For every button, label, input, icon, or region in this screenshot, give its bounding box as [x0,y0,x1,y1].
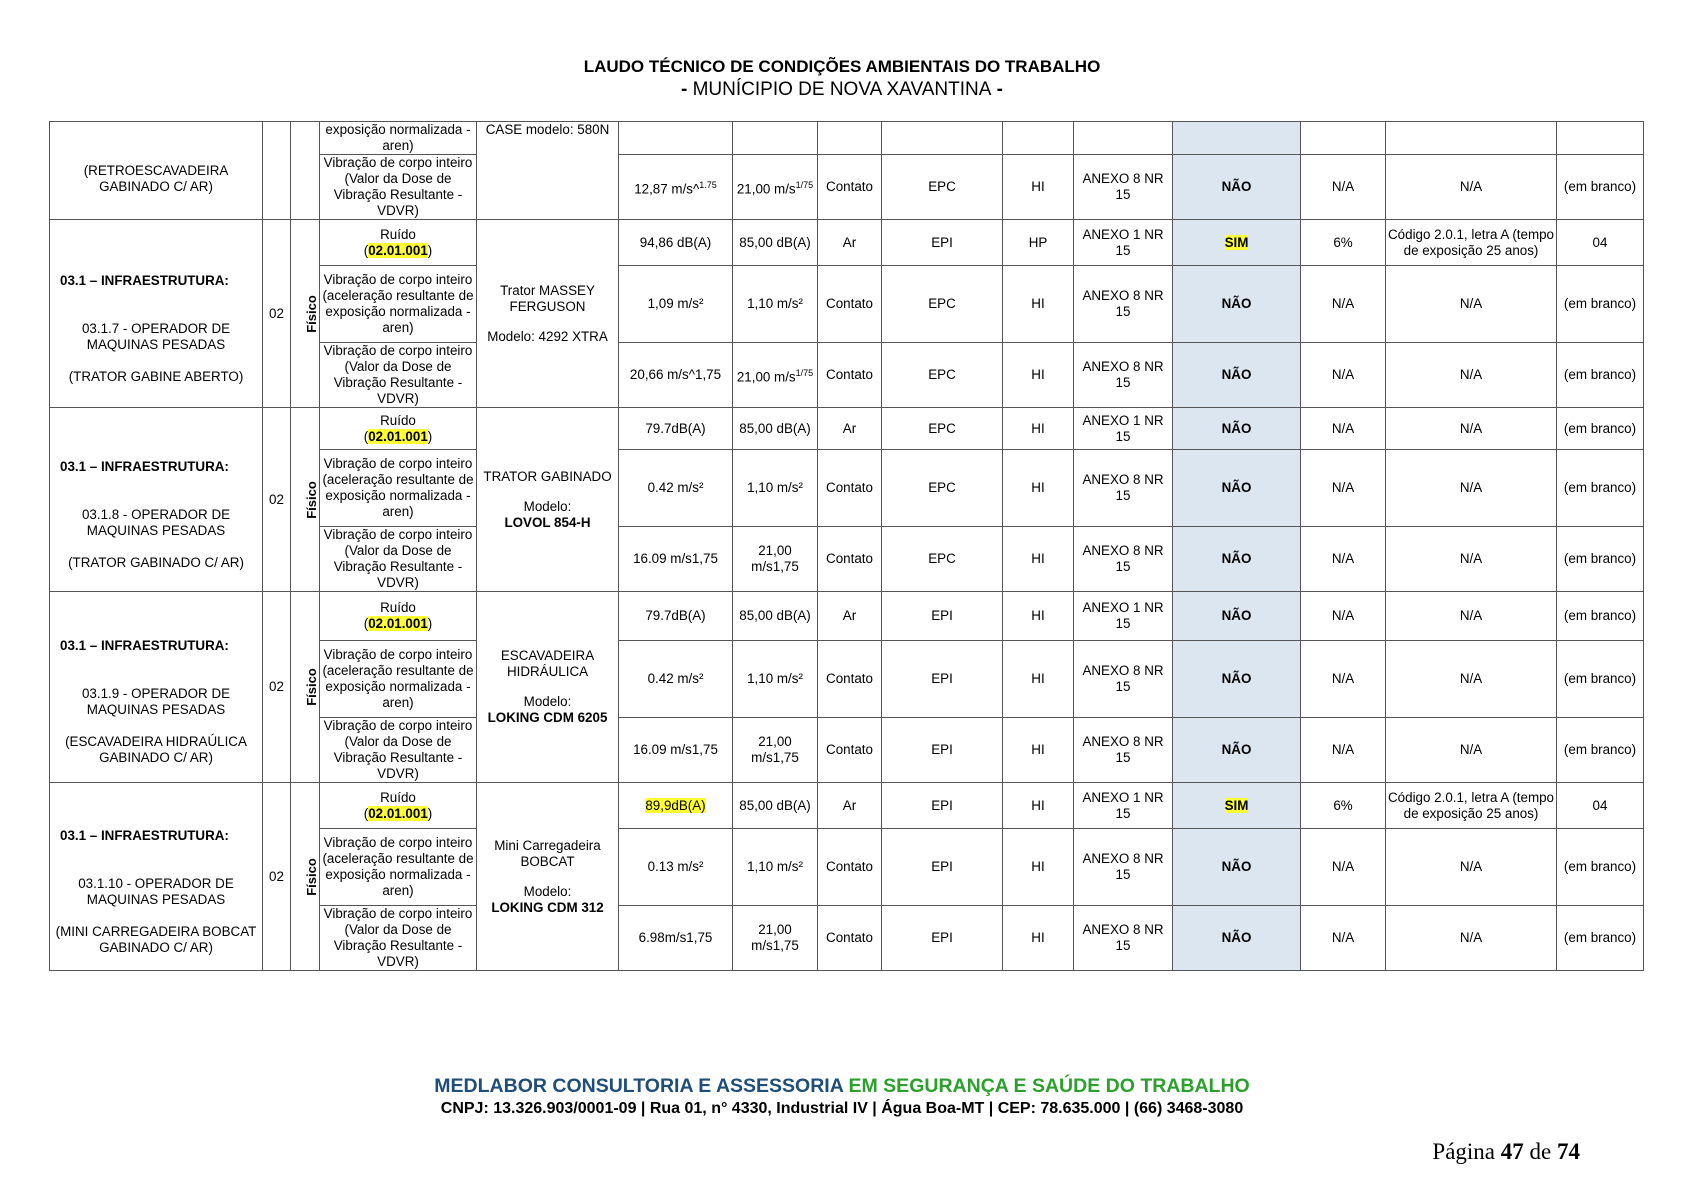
measured-cell: 20,66 m/s^1,75 [619,343,733,408]
retirement-cell: N/A [1386,527,1557,592]
equipment-model: LOKING CDM 312 [491,899,604,915]
limit-exponent: 1/75 [795,367,814,378]
qty-cell: 02 [263,408,291,592]
insalubrity-value: NÃO [1221,480,1252,495]
page-number: Página 47 de 74 [1432,1139,1580,1164]
insalubrity-value: SIM [1224,797,1249,813]
limit-cell: 1,10 m/s² [733,829,818,906]
protection-cell: EPC [882,155,1003,220]
protection-cell: EPC [882,408,1003,450]
measured-cell: 0.42 m/s² [619,641,733,718]
function-cell: (RETROESCAVADEIRA GABINADO C/ AR) [50,122,263,220]
via-cell: Contato [818,718,882,783]
annex-cell: ANEXO 8 NR 15 [1074,641,1173,718]
insalubrity-value: NÃO [1221,420,1252,436]
insalubrity-cell [1173,527,1301,592]
protection-cell: EPC [882,450,1003,527]
agent-cell: Vibração de corpo inteiro (Valor da Dose de Vibração Resultante - VDVR) [320,343,477,408]
limit-cell: 21,00 m/s1,75 [733,718,818,783]
agent-name: Ruído [380,600,416,615]
protection-cell: EPC [882,343,1003,408]
degree-cell: N/A [1301,155,1386,220]
insalubrity-value: NÃO [1221,367,1252,382]
hx-cell: HI [1003,829,1074,906]
code-highlight: 02.01.001 [368,805,428,821]
blank-cell: 04 [1557,220,1644,266]
qty-cell: 02 [263,592,291,783]
subtitle-suffix: - [991,79,1003,100]
insalubrity-value: NÃO [1221,296,1252,311]
retirement-cell: Código 2.0.1, letra A (tempo de exposição 25 anos) [1386,220,1557,266]
function-role: 03.1.8 - OPERADOR DE MAQUINAS PESADAS [81,506,231,538]
annex-cell: ANEXO 8 NR 15 [1074,155,1173,220]
agent-cell: Vibração de corpo inteiro (aceleração resultante de exposição normalizada - aren) [320,266,477,343]
table-row [50,122,1644,155]
insalubrity-cell [1173,718,1301,783]
degree-cell: N/A [1301,408,1386,450]
agent-cell: exposição normalizada - aren) [320,122,477,155]
blank-cell: (em branco) [1557,718,1644,783]
retirement-cell: N/A [1386,408,1557,450]
degree-cell: N/A [1301,829,1386,906]
code-highlight: 02.01.001 [368,242,428,258]
annex-cell: ANEXO 1 NR 15 [1074,783,1173,829]
measured-cell: 79.7dB(A) [619,592,733,641]
spacer [52,908,260,924]
insalubrity-cell [1173,592,1301,641]
annex-cell: ANEXO 8 NR 15 [1074,718,1173,783]
function-detail: (TRATOR GABINADO C/ AR) [68,554,244,570]
table-row [50,783,1644,829]
insalubrity-value: NÃO [1221,551,1252,566]
insalubrity-cell [1173,343,1301,408]
insalubrity-cell [1173,266,1301,343]
footer-company [0,1075,1684,1098]
degree-cell: 6% [1301,783,1386,829]
annex-cell: ANEXO 8 NR 15 [1074,343,1173,408]
blank-cell: (em branco) [1557,641,1644,718]
code-highlight: 02.01.001 [368,616,428,631]
agent-cell [320,592,477,641]
insalubrity-cell: NÃO [1173,155,1301,220]
blank-cell: 04 [1557,783,1644,829]
protection-cell: EPI [882,906,1003,971]
spacer [52,475,260,507]
degree-cell: N/A [1301,718,1386,783]
spacer [52,844,260,876]
via-cell: Contato [818,155,882,220]
equipment-line: Modelo: 4292 XTRA [487,328,608,344]
type-label: Físico [303,294,319,333]
agent-cell: Vibração de corpo inteiro (aceleração resultante de exposição normalizada - aren) [320,450,477,527]
hx-cell: HP [1003,220,1074,266]
retirement-cell: N/A [1386,829,1557,906]
agent-cell: Vibração de corpo inteiro (Valor da Dose de Vibração Resultante - VDVR) [320,527,477,592]
equipment-line: Modelo: [523,883,572,899]
measured-cell: 6.98m/s1,75 [619,906,733,971]
limit-cell: 1,10 m/s² [733,450,818,527]
spacer [52,718,260,734]
agent-code: (02.01.001) [363,616,433,631]
degree-cell: N/A [1301,592,1386,641]
degree-cell: N/A [1301,906,1386,971]
equipment-model: LOVOL 854-H [504,514,591,530]
section-title: 03.1 – INFRAESTRUTURA: [60,458,229,474]
company-tagline: EM SEGURANÇA E SAÚDE DO TRABALHO [843,1075,1250,1097]
retirement-cell: N/A [1386,906,1557,971]
agent-code: (02.01.001) [363,242,433,258]
agent-cell [320,220,477,266]
table-row [50,220,1644,266]
via-cell: Contato [818,450,882,527]
limit-cell: 21,00 $m/s^{1/75}$ [733,155,818,220]
agent-code: (02.01.001) [363,428,433,444]
table-row [50,592,1644,641]
measured-cell: 0.42 m/s² [619,450,733,527]
agent-cell [320,408,477,450]
via-cell: Ar [818,408,882,450]
measured-highlight: 89,9dB(A) [645,797,706,813]
subtitle-text: MUNÍCIPIO DE NOVA XAVANTINA [692,79,992,100]
measured-cell: 1,09 m/s² [619,266,733,343]
subtitle-prefix: - [681,79,693,100]
blank-cell: (em branco) [1557,155,1644,220]
agent-cell: Vibração de corpo inteiro (aceleração resultante de exposição normalizada - aren) [320,641,477,718]
retirement-cell: N/A [1386,155,1557,220]
limit-cell: 21,00 m/s1,75 [733,906,818,971]
blank-cell: (em branco) [1557,829,1644,906]
measured-cell [619,783,733,829]
insalubrity-cell [1173,641,1301,718]
agent-code: (02.01.001) [363,805,433,821]
hx-cell: HI [1003,906,1074,971]
retirement-cell: N/A [1386,641,1557,718]
function-detail: (TRATOR GABINE ABERTO) [68,368,244,384]
insalubrity-cell [1173,408,1301,450]
protection-cell: EPI [882,718,1003,783]
equipment-cell [477,783,619,971]
equipment-line: TRATOR GABINADO [483,468,612,484]
measured-cell: 94,86 dB(A) [619,220,733,266]
insalubrity-value: NÃO [1221,742,1252,757]
hx-cell: HI [1003,343,1074,408]
annex-cell: ANEXO 1 NR 15 [1074,220,1173,266]
degree-cell: 6% [1301,220,1386,266]
function-cell [50,220,263,408]
via-cell: Contato [818,527,882,592]
agent-name: Ruído [380,789,416,805]
retirement-cell: N/A [1386,718,1557,783]
equipment-line: Mini Carregadeira BOBCAT [494,837,601,869]
limit-cell: 85,00 dB(A) [733,592,818,641]
function-role: 03.1.7 - OPERADOR DE MAQUINAS PESADAS [81,320,231,352]
section-title: 03.1 – INFRAESTRUTURA: [60,272,229,288]
via-cell: Contato [818,906,882,971]
protection-cell: EPI [882,829,1003,906]
hx-cell: HI [1003,641,1074,718]
footer-address: CNPJ: 13.326.903/0001-09 | Rua 01, n° 4330, Industrial IV | Água Boa-MT | CEP: 78.635.000 | (66) 3468-3080 [440,1100,1244,1117]
function-detail: (ESCAVADEIRA HIDRAÚLICA GABINADO C/ AR) [65,734,247,765]
agent-cell: Vibração de corpo inteiro (Valor da Dose de Vibração Resultante - VDVR) [320,906,477,971]
measured-cell: 0.13 m/s² [619,829,733,906]
blank-cell: (em branco) [1557,450,1644,527]
via-cell: Ar [818,783,882,829]
hx-cell: HI [1003,155,1074,220]
limit-cell [733,343,818,408]
function-cell [50,408,263,592]
type-cell [291,408,320,592]
table-row [50,408,1644,450]
measured-cell: 16.09 m/s1,75 [619,527,733,592]
blank-cell: (em branco) [1557,527,1644,592]
degree-cell: N/A [1301,343,1386,408]
degree-cell: N/A [1301,266,1386,343]
degree-cell: N/A [1301,450,1386,527]
via-cell: Contato [818,641,882,718]
equipment-line: Trator MASSEY FERGUSON [500,282,595,314]
protection-cell: EPI [882,220,1003,266]
blank-cell: (em branco) [1557,906,1644,971]
agent-cell: Vibração de corpo inteiro (aceleração resultante de exposição normalizada - aren) [320,829,477,906]
retirement-cell: N/A [1386,450,1557,527]
type-cell [291,783,320,971]
degree-cell: N/A [1301,527,1386,592]
code-highlight: 02.01.001 [368,428,428,444]
hx-cell: HI [1003,527,1074,592]
equipment-line: ESCAVADEIRA HIDRÁULICA [500,648,595,679]
protection-cell: EPC [882,266,1003,343]
insalubrity-cell [1173,450,1301,527]
protection-cell: EPI [882,592,1003,641]
blank-cell: (em branco) [1557,592,1644,641]
insalubrity-cell [1173,829,1301,906]
limit-cell: 85,00 dB(A) [733,220,818,266]
blank-cell: (em branco) [1557,408,1644,450]
equipment-cell [477,220,619,408]
retirement-cell: N/A [1386,343,1557,408]
annex-cell: ANEXO 1 NR 15 [1074,408,1173,450]
company-name: MEDLABOR CONSULTORIA E ASSESSORIA [434,1075,844,1097]
equipment-cell: CASE modelo: 580N [477,122,619,220]
section-title: 03.1 – INFRAESTRUTURA: [60,827,229,843]
hx-cell: HI [1003,783,1074,829]
retirement-cell: N/A [1386,592,1557,641]
insalubrity-cell [1173,906,1301,971]
agent-cell [320,783,477,829]
spacer [52,289,260,321]
retirement-cell: N/A [1386,266,1557,343]
limit-cell: 85,00 dB(A) [733,783,818,829]
annex-cell: ANEXO 8 NR 15 [1074,266,1173,343]
annex-cell: ANEXO 1 NR 15 [1074,592,1173,641]
insalubrity-value: SIM [1224,234,1249,250]
limit-value: 21,00 m/s [736,369,796,385]
via-cell: Ar [818,220,882,266]
function-role: 03.1.9 - OPERADOR DE MAQUINAS PESADAS [81,686,231,717]
via-cell: Contato [818,829,882,906]
limit-cell: 1,10 m/s² [733,266,818,343]
annex-cell: ANEXO 8 NR 15 [1074,450,1173,527]
function-cell [50,783,263,971]
type-cell [291,592,320,783]
spacer [52,353,260,369]
annex-cell: ANEXO 8 NR 15 [1074,527,1173,592]
risk-table [49,121,1644,971]
degree-cell: N/A [1301,641,1386,718]
limit-cell: 21,00 m/s1,75 [733,527,818,592]
insalubrity-cell [1173,783,1301,829]
insalubrity-cell [1173,220,1301,266]
type-cell [291,220,320,408]
equipment-line: Modelo: [523,694,572,709]
type-label: Físico [303,480,319,519]
insalubrity-value: NÃO [1221,930,1252,945]
hx-cell: HI [1003,408,1074,450]
measured-cell: 16.09 m/s1,75 [619,718,733,783]
function-detail: (MINI CARREGADEIRA BOBCAT GABINADO C/ AR) [55,923,257,955]
section-title: 03.1 – INFRAESTRUTURA: [60,638,229,653]
equipment-model: LOKING CDM 6205 [487,710,608,725]
insalubrity-value: NÃO [1221,671,1252,686]
hx-cell: HI [1003,450,1074,527]
hx-cell: HI [1003,266,1074,343]
hx-cell: HI [1003,592,1074,641]
agent-cell: Vibração de corpo inteiro (Valor da Dose de Vibração Resultante - VDVR) [320,155,477,220]
qty-cell: 02 [263,783,291,971]
annex-cell: ANEXO 8 NR 15 [1074,906,1173,971]
qty-cell [263,122,291,220]
blank-cell: (em branco) [1557,266,1644,343]
document-title: LAUDO TÉCNICO DE CONDIÇÕES AMBIENTAIS DO TRABALHO [583,57,1101,76]
equipment-line: Modelo: [523,498,572,514]
type-label: Físico [303,857,319,896]
equipment-cell [477,592,619,783]
agent-name: Ruído [380,412,416,428]
document-subtitle [0,79,1684,101]
function-cell [50,592,263,783]
spacer [52,539,260,555]
measured-cell: 79.7dB(A) [619,408,733,450]
limit-cell: 1,10 m/s² [733,641,818,718]
type-cell [291,122,320,220]
type-label: Físico [303,668,319,706]
protection-cell: EPC [882,527,1003,592]
via-cell: Contato [818,343,882,408]
hx-cell: HI [1003,718,1074,783]
protection-cell: EPI [882,783,1003,829]
retirement-cell: Código 2.0.1, letra A (tempo de exposição 25 anos) [1386,783,1557,829]
blank-cell: (em branco) [1557,343,1644,408]
agent-name: Ruído [380,226,416,242]
protection-cell: EPI [882,641,1003,718]
spacer [52,654,260,686]
equipment-cell [477,408,619,592]
qty-cell: 02 [263,220,291,408]
measured-cell: 12,87 m/s^$^{1.75}$ [619,155,733,220]
via-cell: Contato [818,266,882,343]
via-cell: Ar [818,592,882,641]
agent-cell: Vibração de corpo inteiro (Valor da Dose de Vibração Resultante - VDVR) [320,718,477,783]
insalubrity-value: NÃO [1221,859,1252,874]
insalubrity-value: NÃO [1221,608,1252,623]
limit-cell: 85,00 dB(A) [733,408,818,450]
function-role: 03.1.10 - OPERADOR DE MAQUINAS PESADAS [78,875,234,907]
annex-cell: ANEXO 8 NR 15 [1074,829,1173,906]
